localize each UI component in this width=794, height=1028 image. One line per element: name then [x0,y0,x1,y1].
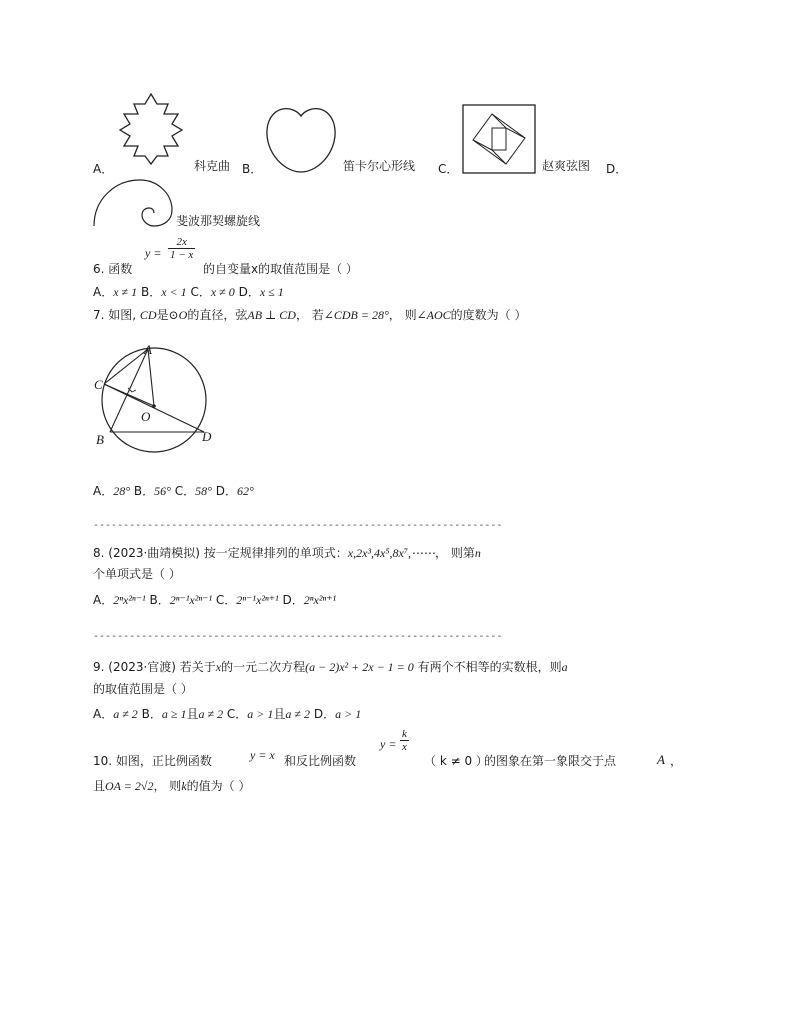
q9-equation: (a − 2)x² + 2x − 1 = 0 [305,660,414,674]
q8-option-a-value: 2ⁿx²ⁿ⁻¹ [113,593,146,607]
q7-stem [93,306,526,323]
q10-prefix: 10. 如图，正比例函数 [93,754,212,768]
q7-label-a: A [144,342,152,357]
q10-line2 [93,777,250,794]
q10-fraction [400,728,409,753]
q7-t5: 的度数为（ ） [450,308,527,322]
q7-option-b-value: 56° [154,484,171,498]
q8-stem [93,544,481,561]
q7-t3: ， 若 [295,308,324,322]
section-divider-2: -------------------------------------------------------------------- [93,631,503,642]
q5-option-a-label: A． [93,162,114,176]
q10-fraction-x: x [402,741,407,753]
q6-fraction-numerator: 2x [168,236,195,249]
q9-options [93,705,361,722]
q10-oa: OA = 2√2 [105,779,154,793]
q10-condition: （ k ≠ 0 ） [424,754,488,768]
q6-option-a[interactable]: A． [93,285,114,299]
q8-option-b-value: 2ⁿ⁻¹x²ⁿ⁻¹ [169,593,213,607]
q7-label-b: B [96,432,104,447]
q9-option-c[interactable]: C． [226,707,248,721]
q7-options [93,482,254,499]
q7-angle: ∠CDB = 28° [323,308,389,322]
q9-t1: 的一元二次方程 [221,660,306,674]
fibonacci-spiral-figure [92,176,174,228]
q9-option-c-value1: a > 1 [247,707,274,721]
q9-t2: 有两个不相等的实数根，则 [417,660,562,674]
q10-line2b: ， 则 [153,779,182,793]
q7-option-b[interactable]: B． [133,484,155,498]
q10-k: k [181,779,187,793]
q6-fraction-denominator: 1 − x [170,249,194,261]
q9-option-c-and: 且 [273,707,286,721]
q8-t1: ， 则第 [435,546,475,560]
q9-option-b[interactable]: B． [141,707,162,721]
q9-option-d[interactable]: D． [313,707,336,721]
q5-option-b-label: B． [242,162,263,176]
q8-option-d[interactable]: D． [282,593,304,607]
q5-option-c-label: C． [438,162,459,176]
q9-line2: 的取值范围是（ ） [93,682,193,696]
q8-prefix: 8. (2023·曲靖模拟) 按一定规律排列的单项式： [93,546,348,560]
q6-option-d[interactable]: D． [238,285,260,299]
q7-option-a-value: 28° [113,484,131,498]
q6-fraction-lhs: y = [145,246,162,260]
q10-line2a: 且 [93,779,106,793]
q9-option-b-value1: a ≥ 1 [161,707,187,721]
q10-a: A [657,752,665,767]
q9-stem [93,658,568,675]
q10-lhs: y = [380,737,397,751]
zhao-shuang-chord-diagram [462,104,536,174]
q7-label-c: C [94,377,103,392]
q8-options [93,591,336,608]
q5-option-d-label: D． [606,162,628,176]
q10-t2: 的图象在第一象限交于点 [484,754,617,768]
q6-option-c[interactable]: C． [190,285,211,299]
q7-ab: AB ⊥ CD [247,308,296,322]
q9-option-a[interactable]: A． [93,707,114,721]
q9-option-b-and: 且 [186,707,199,721]
section-divider-1: -------------------------------------------------------------------- [93,520,503,531]
q5-caption-d: 斐波那契螺旋线 [176,214,261,228]
q7-t4: ， 则 [388,308,417,322]
q7-prefix: 7. 如图, [93,308,137,322]
q8-n: n [474,546,481,560]
q6-fraction [168,236,195,261]
q6-option-a-value: x ≠ 1 [113,285,138,299]
q8-option-c-value: 2ⁿ⁻¹x²ⁿ⁺¹ [236,593,279,607]
q5-caption-a: 科克曲 [194,159,231,173]
q10-t3: ， [670,754,683,768]
q6-option-b-value: x < 1 [161,285,187,299]
q9-option-a-value: a ≠ 2 [113,707,138,721]
q7-label-d: D [202,429,212,444]
q5-caption-b: 笛卡尔心形线 [343,159,416,173]
q6-option-c-value: x ≠ 0 [210,285,235,299]
q8-option-c[interactable]: C． [215,593,237,607]
q7-label-o: O [141,409,151,424]
q9-prefix: 9. (2023·官渡) 若关于 [93,660,216,674]
q7-t2: 的直径，弦 [187,308,248,322]
q8-option-b[interactable]: B． [149,593,170,607]
q9-x: x [215,660,222,674]
q6-options [93,283,284,300]
q10-fraction-k: k [402,728,407,740]
q7-circle: ⊙O [168,308,188,322]
q9-option-c-value2: a ≠ 2 [285,707,311,721]
q6-option-d-value: x ≤ 1 [259,285,284,299]
q7-t1: 是 [156,308,169,322]
q8-line2: 个单项式是（ ） [93,567,181,581]
q7-option-c-value: 58° [195,484,212,498]
q9-a: a [561,660,568,674]
q10-yx: y = x [250,748,275,762]
q7-cd: CD [139,308,157,322]
q7-aoc: ∠AOC [416,308,451,322]
q6-option-b[interactable]: B． [140,285,162,299]
q7-option-d-value: 62° [237,484,254,498]
q10-t1: 和反比例函数 [284,754,357,768]
q8-option-d-value: 2ⁿx²ⁿ⁺¹ [303,593,337,607]
q7-option-a[interactable]: A． [93,484,114,498]
q5-caption-c: 赵爽弦图 [542,159,591,173]
koch-snowflake-figure [112,92,190,164]
q6-prefix: 6. 函数 [93,262,133,276]
q10-line2c: 的值为（ ） [186,779,251,793]
q9-option-b-value2: a ≠ 2 [198,707,224,721]
q6-suffix: 的自变量x的取值范围是（ ） [203,262,358,276]
q8-sequence: x,2x³,4x⁵,8x⁷,⋯⋯ [347,546,436,560]
q7-option-c[interactable]: C． [174,484,196,498]
q7-option-d[interactable]: D． [215,484,238,498]
q9-option-d-value: a > 1 [335,707,362,721]
q8-option-a[interactable]: A． [93,593,114,607]
cardioid-figure [264,104,338,174]
